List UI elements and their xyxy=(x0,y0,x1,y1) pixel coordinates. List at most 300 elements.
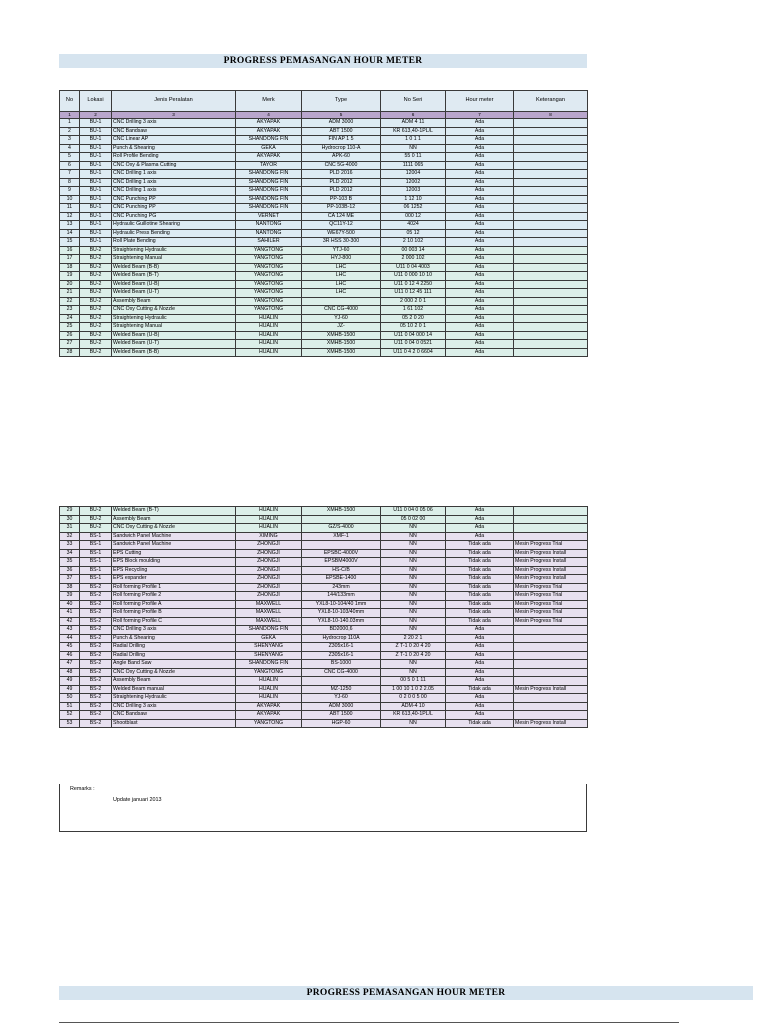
table-cell: Tidak ada xyxy=(446,549,514,558)
table-cell xyxy=(302,297,381,306)
table-cell: 30 xyxy=(60,515,80,524)
table-cell: 42 xyxy=(60,617,80,626)
table-cell xyxy=(514,289,588,298)
table-cell: 29 xyxy=(60,507,80,516)
table-cell: 43 xyxy=(60,626,80,635)
table-cell: BU-2 xyxy=(80,255,112,264)
table-cell: 00 5 0 1 11 xyxy=(381,677,446,686)
table-cell: MAXWELL xyxy=(236,617,302,626)
table-cell: XMF-1 xyxy=(302,532,381,541)
table-cell xyxy=(514,532,588,541)
table-cell: BS-2 xyxy=(80,685,112,694)
table-cell: MAXWELL xyxy=(236,600,302,609)
table-cell: EPS Recycling xyxy=(112,566,236,575)
table-cell: NN xyxy=(381,617,446,626)
table-cell: 2 000 2 0 1 xyxy=(381,297,446,306)
table-cell: CNC Linear AP xyxy=(112,136,236,145)
table-cell: 18 xyxy=(60,263,80,272)
table-row xyxy=(60,668,588,677)
table-cell: HUALIN xyxy=(236,515,302,524)
table-cell: BD2000,6 xyxy=(302,626,381,635)
table-row xyxy=(60,685,588,694)
column-header: Jenis Peralatan xyxy=(112,91,236,112)
table-cell: NN xyxy=(381,609,446,618)
table-cell: Welded Beam (B-T) xyxy=(112,507,236,516)
table-cell: Ada xyxy=(446,323,514,332)
table-cell xyxy=(514,144,588,153)
table-cell xyxy=(514,507,588,516)
table-cell xyxy=(514,170,588,179)
table-cell: Z305x16-1 xyxy=(302,643,381,652)
table-cell: NN xyxy=(381,549,446,558)
table-cell: CNC Drilling 3 axis xyxy=(112,626,236,635)
table-cell: NN xyxy=(381,575,446,584)
column-header: Hour meter xyxy=(446,91,514,112)
table-cell: 46 xyxy=(60,651,80,660)
table-cell: Ada xyxy=(446,668,514,677)
table-cell: 3 xyxy=(60,136,80,145)
table-cell: PP-103 B xyxy=(302,195,381,204)
table-row xyxy=(60,136,588,145)
column-header: Type xyxy=(302,91,381,112)
table-cell: Tidak ada xyxy=(446,575,514,584)
table-cell: SHANDONG FIN xyxy=(236,660,302,669)
table-cell: U11 0 04 0 0521 xyxy=(381,340,446,349)
table-cell: Ada xyxy=(446,229,514,238)
table-cell: Ada xyxy=(446,340,514,349)
table-row xyxy=(60,127,588,136)
table-cell: Mesin Progress Install xyxy=(514,575,588,584)
table-row xyxy=(60,592,588,601)
table-cell: 34 xyxy=(60,549,80,558)
equipment-table xyxy=(59,90,588,357)
table-cell: BS-1 xyxy=(80,541,112,550)
table-cell: Hydraulic Guillotine Shearing xyxy=(112,221,236,230)
table-cell: 21 xyxy=(60,289,80,298)
table-cell xyxy=(302,677,381,686)
table-cell: 15 xyxy=(60,238,80,247)
table-cell: Roll forming Profile C xyxy=(112,617,236,626)
table-cell: NN xyxy=(381,600,446,609)
table-cell: Ada xyxy=(446,127,514,136)
table-row xyxy=(60,524,588,533)
table-cell: HUALIN xyxy=(236,507,302,516)
table-cell: Ada xyxy=(446,144,514,153)
table-cell: AKYAPAK xyxy=(236,153,302,162)
table-cell: 6 xyxy=(60,161,80,170)
table-cell: Hydraulic Press Bending xyxy=(112,229,236,238)
table-row xyxy=(60,600,588,609)
table-cell: BS-2 xyxy=(80,719,112,728)
table-cell: 53 xyxy=(60,719,80,728)
table-cell: 10 xyxy=(60,195,80,204)
table-cell: CNC CG-4000 xyxy=(302,668,381,677)
table-row xyxy=(60,195,588,204)
table-cell: ABT 1500 xyxy=(302,127,381,136)
table-cell: YANGTONG xyxy=(236,280,302,289)
table-cell: BS-2 xyxy=(80,702,112,711)
table-cell: 11 xyxy=(60,204,80,213)
table-cell: CNC CG-4000 xyxy=(302,306,381,315)
table-cell: BU-2 xyxy=(80,340,112,349)
table-cell: Ada xyxy=(446,153,514,162)
table-cell: PLD 2012 xyxy=(302,187,381,196)
table-header xyxy=(60,91,588,112)
table-cell xyxy=(514,280,588,289)
table-cell: BU-1 xyxy=(80,238,112,247)
table-cell: LHC xyxy=(302,272,381,281)
table-row xyxy=(60,161,588,170)
table-cell xyxy=(514,263,588,272)
table-cell: 50 xyxy=(60,694,80,703)
table-cell: Tidak ada xyxy=(446,617,514,626)
table-cell: 1 xyxy=(60,119,80,128)
table-cell: BS-2 xyxy=(80,634,112,643)
table-cell: HGP-60 xyxy=(302,719,381,728)
table-cell: KR 613,40-1PL/L xyxy=(381,127,446,136)
table-cell: Welded Beam (U-B) xyxy=(112,280,236,289)
table-cell: 13 xyxy=(60,221,80,230)
table-cell: 31 xyxy=(60,524,80,533)
table-cell: GEKA xyxy=(236,144,302,153)
table-cell: MAXWELL xyxy=(236,609,302,618)
table-cell: AKYAPAK xyxy=(236,127,302,136)
table-cell: BU-1 xyxy=(80,212,112,221)
table-cell: 52 xyxy=(60,711,80,720)
table-cell xyxy=(514,677,588,686)
table-row xyxy=(60,229,588,238)
table-row xyxy=(60,609,588,618)
table-row xyxy=(60,187,588,196)
table-cell: Ada xyxy=(446,660,514,669)
table-cell: BU-1 xyxy=(80,178,112,187)
table-cell: BU-2 xyxy=(80,306,112,315)
table-cell: 51 xyxy=(60,702,80,711)
table-cell: 48 xyxy=(60,668,80,677)
table-cell: Tidak ada xyxy=(446,719,514,728)
table-cell: BU-2 xyxy=(80,297,112,306)
table-cell: BS-2 xyxy=(80,694,112,703)
table-row xyxy=(60,532,588,541)
table-row xyxy=(60,583,588,592)
table-cell: BS-2 xyxy=(80,592,112,601)
table-cell: HUALIN xyxy=(236,331,302,340)
table-cell: 4 xyxy=(60,144,80,153)
table-row xyxy=(60,660,588,669)
table-row xyxy=(60,507,588,516)
table-cell: Tidak ada xyxy=(446,541,514,550)
table-cell: ZHONGJI xyxy=(236,549,302,558)
table-cell: 05 2 0 20 xyxy=(381,314,446,323)
table-cell: SAHILER xyxy=(236,238,302,247)
table-cell: BU-2 xyxy=(80,348,112,357)
table-cell: NN xyxy=(381,558,446,567)
table-cell: Mesin Progress Trial xyxy=(514,609,588,618)
table-cell: 40 xyxy=(60,600,80,609)
table-cell: 12004 xyxy=(381,170,446,179)
table-row xyxy=(60,702,588,711)
table-cell: Roll Plate Bending xyxy=(112,238,236,247)
table-row xyxy=(60,297,588,306)
table-cell: Ada xyxy=(446,711,514,720)
table-cell: BU-1 xyxy=(80,195,112,204)
table-cell: Ada xyxy=(446,161,514,170)
table-cell: WE67Y-500 xyxy=(302,229,381,238)
table-cell: Ada xyxy=(446,331,514,340)
table-row xyxy=(60,651,588,660)
table-cell: ZHONGJI xyxy=(236,575,302,584)
table-cell: LHC xyxy=(302,289,381,298)
table-cell: Tidak ada xyxy=(446,592,514,601)
table-cell: U11 0 12 45 111 xyxy=(381,289,446,298)
table-cell: BS-1 xyxy=(80,549,112,558)
table-cell: NN xyxy=(381,144,446,153)
table-cell: 49 xyxy=(60,685,80,694)
table-cell: SHANDONG FIN xyxy=(236,195,302,204)
table-cell: CNC 5G-4000 xyxy=(302,161,381,170)
table-cell: SHANDONG FIN xyxy=(236,626,302,635)
table-cell: Straightening Hydraulic xyxy=(112,314,236,323)
column-index: 4 xyxy=(236,112,302,119)
table-cell: BU-2 xyxy=(80,314,112,323)
table-cell: SHENYANG xyxy=(236,651,302,660)
column-index: 7 xyxy=(446,112,514,119)
table-cell: XIMING xyxy=(236,532,302,541)
table-row xyxy=(60,626,588,635)
table-row xyxy=(60,643,588,652)
table-cell: BS-2 xyxy=(80,626,112,635)
table-cell: LHC xyxy=(302,263,381,272)
table-cell: Tidak ada xyxy=(446,558,514,567)
table-cell: BS-2 xyxy=(80,609,112,618)
table-cell: Welded Beam (B-B) xyxy=(112,263,236,272)
table-cell: XMHB-1500 xyxy=(302,348,381,357)
table-cell: SHANDONG FIN xyxy=(236,170,302,179)
table-cell: VERNET xyxy=(236,212,302,221)
table-cell: NN xyxy=(381,719,446,728)
table-cell: 144/133mm xyxy=(302,592,381,601)
table-cell: HUALIN xyxy=(236,314,302,323)
table-cell: Ada xyxy=(446,626,514,635)
table-cell: 36 xyxy=(60,566,80,575)
table-cell: MZ-1250 xyxy=(302,685,381,694)
table-cell: 3R HSS 30-300 xyxy=(302,238,381,247)
table-cell: BU-1 xyxy=(80,119,112,128)
table-cell: Ada xyxy=(446,170,514,179)
table-cell: BU-2 xyxy=(80,323,112,332)
table-cell: HUALIN xyxy=(236,694,302,703)
column-index: 5 xyxy=(302,112,381,119)
table-cell: BS-2 xyxy=(80,651,112,660)
table-cell: Sandwich Panel Machine xyxy=(112,532,236,541)
table-cell: HUALIN xyxy=(236,323,302,332)
table-cell: CNC Oxy Cutting & Nozzle xyxy=(112,524,236,533)
table-cell: Straightening Hydraulic xyxy=(112,246,236,255)
table-cell: BU-1 xyxy=(80,127,112,136)
table-cell: XMHB-1500 xyxy=(302,331,381,340)
table-cell: 1 12 10 xyxy=(381,195,446,204)
table-cell: HS-C/B xyxy=(302,566,381,575)
table-cell xyxy=(514,297,588,306)
table-cell: CNC Drilling 1 axis xyxy=(112,170,236,179)
table-cell: 06 1252 xyxy=(381,204,446,213)
table-cell: BS-2 xyxy=(80,643,112,652)
table-cell xyxy=(514,660,588,669)
table-cell: BU-2 xyxy=(80,524,112,533)
table-cell: Straightening Hydraulic xyxy=(112,694,236,703)
table-cell: Tidak ada xyxy=(446,600,514,609)
remarks-box xyxy=(59,784,587,832)
table-cell: Tidak ada xyxy=(446,685,514,694)
table-cell: CNC Drilling 1 axis xyxy=(112,187,236,196)
table-cell: 37 xyxy=(60,575,80,584)
table-cell: CNC Drilling 1 axis xyxy=(112,178,236,187)
table-cell: BU-2 xyxy=(80,507,112,516)
table-cell: HUALIN xyxy=(236,685,302,694)
table-cell: BU-1 xyxy=(80,144,112,153)
table-cell: ADM-4 10 xyxy=(381,702,446,711)
table-cell: Z T-1 0 20 4 20 xyxy=(381,643,446,652)
table-row xyxy=(60,575,588,584)
table-cell: YXL8-10-103/40mm xyxy=(302,609,381,618)
table-cell: Shootblast xyxy=(112,719,236,728)
table-row xyxy=(60,170,588,179)
table-cell: 44 xyxy=(60,634,80,643)
table-row xyxy=(60,272,588,281)
table-cell: 47 xyxy=(60,660,80,669)
table-cell: Mesin Progress Trial xyxy=(514,541,588,550)
table-cell: BU-2 xyxy=(80,331,112,340)
table-cell: FIN AP 1 5 xyxy=(302,136,381,145)
table-cell: NN xyxy=(381,583,446,592)
table-cell: ADM 3000 xyxy=(302,119,381,128)
table-cell: EPS expander xyxy=(112,575,236,584)
table-cell: BU-1 xyxy=(80,170,112,179)
table-row xyxy=(60,558,588,567)
table-row xyxy=(60,178,588,187)
table-cell xyxy=(514,331,588,340)
table-cell: AKYAPAK xyxy=(236,702,302,711)
table-cell: 35 xyxy=(60,558,80,567)
table-row xyxy=(60,634,588,643)
table-cell: ZHONGJI xyxy=(236,583,302,592)
table-cell: TAYOR xyxy=(236,161,302,170)
table-cell: BU-2 xyxy=(80,263,112,272)
table-row xyxy=(60,280,588,289)
table-cell: BU-1 xyxy=(80,161,112,170)
table-cell: 38 xyxy=(60,583,80,592)
table-cell: Hydrocrop 110A xyxy=(302,634,381,643)
table-cell xyxy=(514,668,588,677)
table-cell: Radial Drilling xyxy=(112,651,236,660)
table-cell: YANGTONG xyxy=(236,272,302,281)
table-cell: Welded Beam (B-T) xyxy=(112,272,236,281)
table-cell: Mesin Progress Trial xyxy=(514,617,588,626)
table-cell xyxy=(514,323,588,332)
table-row xyxy=(60,677,588,686)
table-cell: Roll forming Profile 2 xyxy=(112,592,236,601)
table-cell xyxy=(514,204,588,213)
table-cell: BU-2 xyxy=(80,280,112,289)
table-cell xyxy=(302,515,381,524)
table-cell: Ada xyxy=(446,204,514,213)
column-index: 1 xyxy=(60,112,80,119)
table-cell: 2 xyxy=(60,127,80,136)
table-row xyxy=(60,617,588,626)
table-cell: ADM 3000 xyxy=(302,702,381,711)
table-cell: Angle Band Saw xyxy=(112,660,236,669)
table-cell xyxy=(514,229,588,238)
table-cell: EPSBC-4000V xyxy=(302,549,381,558)
table-cell: Ada xyxy=(446,221,514,230)
table-cell: AKYAPAK xyxy=(236,711,302,720)
table-cell: 55 0 11 xyxy=(381,153,446,162)
table-cell: ZHONGJI xyxy=(236,558,302,567)
table-cell: HUALIN xyxy=(236,348,302,357)
table-cell: Roll forming Profile 1 xyxy=(112,583,236,592)
table-cell: SHANDONG FIN xyxy=(236,136,302,145)
table-cell: Ada xyxy=(446,694,514,703)
table-cell: QC11Y-12 xyxy=(302,221,381,230)
table-cell: 49 xyxy=(60,677,80,686)
table-cell: EPS Cutting xyxy=(112,549,236,558)
table-cell: HYJ-800 xyxy=(302,255,381,264)
table-row xyxy=(60,711,588,720)
column-header: Merk xyxy=(236,91,302,112)
table-cell: ZHONGJI xyxy=(236,566,302,575)
table-cell: 25 xyxy=(60,323,80,332)
table-cell: YANGTONG xyxy=(236,255,302,264)
table-cell: ADM 4 11 xyxy=(381,119,446,128)
table-cell: 1 0 1 1 xyxy=(381,136,446,145)
table-cell: Ada xyxy=(446,289,514,298)
table-cell: 8 xyxy=(60,178,80,187)
table-cell xyxy=(514,195,588,204)
table-cell: Ada xyxy=(446,634,514,643)
update-note: Update januari 2013 xyxy=(113,797,162,803)
table-cell xyxy=(514,643,588,652)
table-cell: NN xyxy=(381,541,446,550)
table-cell: U11 0 04 0 05 06 xyxy=(381,507,446,516)
table-cell: SHENYANG xyxy=(236,643,302,652)
table-cell: BU-1 xyxy=(80,136,112,145)
table-cell: 22 xyxy=(60,297,80,306)
table-cell: BS-2 xyxy=(80,617,112,626)
table-cell: Welded Beam (U-B) xyxy=(112,331,236,340)
table-cell: BS-1 xyxy=(80,566,112,575)
table-row xyxy=(60,340,588,349)
table-cell: 7 xyxy=(60,170,80,179)
table-cell: BU-2 xyxy=(80,289,112,298)
table-cell xyxy=(514,246,588,255)
table-cell xyxy=(514,524,588,533)
table-row xyxy=(60,289,588,298)
table-row xyxy=(60,549,588,558)
page-title: PROGRESS PEMASANGAN HOUR METER xyxy=(59,54,587,68)
table-cell: Assembly Beam xyxy=(112,677,236,686)
table-cell: AKYAPAK xyxy=(236,119,302,128)
table-cell: Ada xyxy=(446,507,514,516)
table-cell: Tidak ada xyxy=(446,566,514,575)
table-cell: 20 xyxy=(60,280,80,289)
table-cell: HUALIN xyxy=(236,340,302,349)
table-row xyxy=(60,348,588,357)
table-cell: PLD 2012 xyxy=(302,178,381,187)
table-cell: 27 xyxy=(60,340,80,349)
table-cell: CNC Punching PP xyxy=(112,195,236,204)
table-row xyxy=(60,323,588,332)
table-row xyxy=(60,246,588,255)
